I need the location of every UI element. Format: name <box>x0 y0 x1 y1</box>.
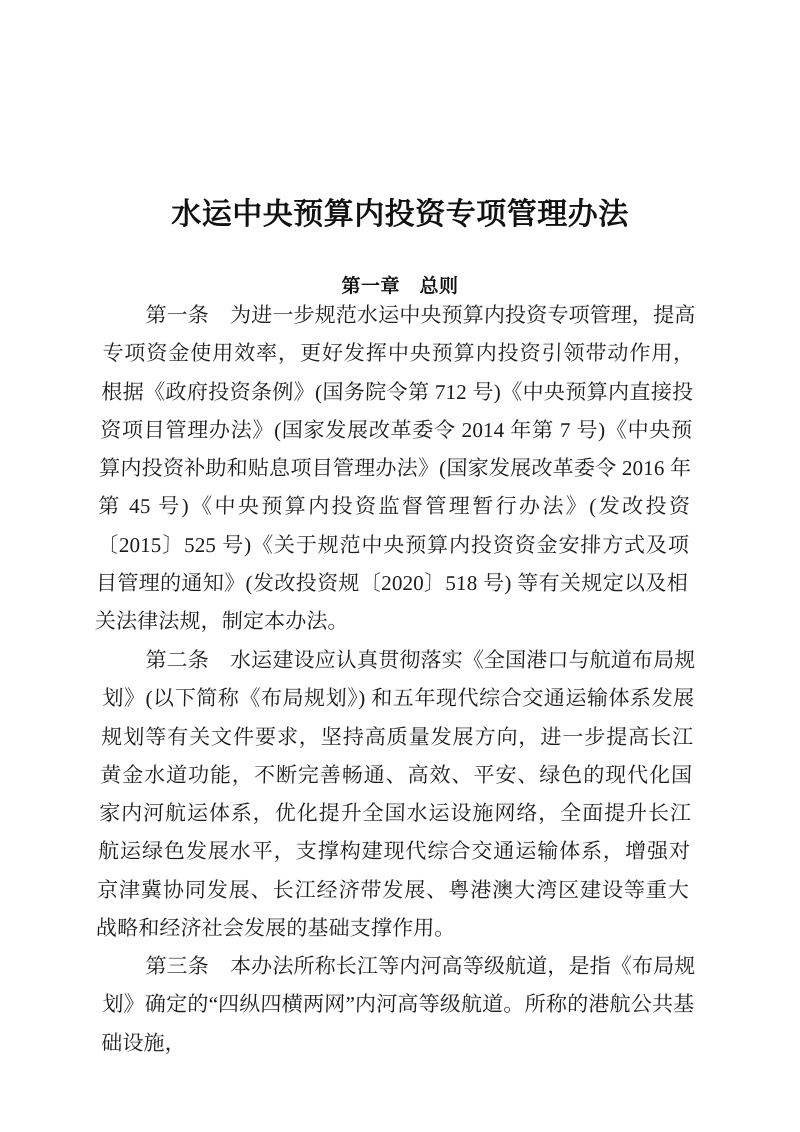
article-paragraph-1: 第一条 为进一步规范水运中央预算内投资专项管理，提高专项资金使用效率，更好发挥中央预算内投资引领带动作用，根据《政府投资条例》(国务院令第 712 号)《中央预算内直接投资项目管理办法》(国家发展改革委令 2014 年第 7 号)《中央预算内投资补助和贴息项目管理办法》(国家发展改革委令 2016 年第 45 号)《中央预算内投资监督管理暂行办法》(发改投资〔2015〕525 号)《关于规范中央预算内投资资金安排方式及项目管理的通知》(发改投资规〔2020〕518 号) 等有关规定以及相关法律法规，制定本办法。 <box>94 303 696 634</box>
chapter-heading: 第一章 总则 <box>341 275 459 297</box>
document-body <box>94 296 696 1062</box>
article-paragraph-3: 第三条 本办法所称长江等内河高等级航道，是指《布局规划》确定的“四纵四横两网”内河高等级航道。所称的港航公共基础设施， <box>100 954 696 1055</box>
page-title: 水运中央预算内投资专项管理办法 <box>171 198 629 232</box>
article-paragraph-2: 第二条 水运建设应认真贯彻落实《全国港口与航道布局规划》(以下简称《布局规划》) 和五年现代综合交通运输体系发展规划等有关文件要求，坚持高质量发展方向，进一步提高长江黄金水道功能，不断完善畅通、高效、平安、绿色的现代化国家内河航运体系，优化提升全国水运设施网络，全面提升长江航运绿色发展水平，支撑构建现代综合交通运输体系，增强对京津冀协同发展、长江经济带发展、粤港澳大湾区建设等重大战略和经济社会发展的基础支撑作用。 <box>95 647 696 940</box>
